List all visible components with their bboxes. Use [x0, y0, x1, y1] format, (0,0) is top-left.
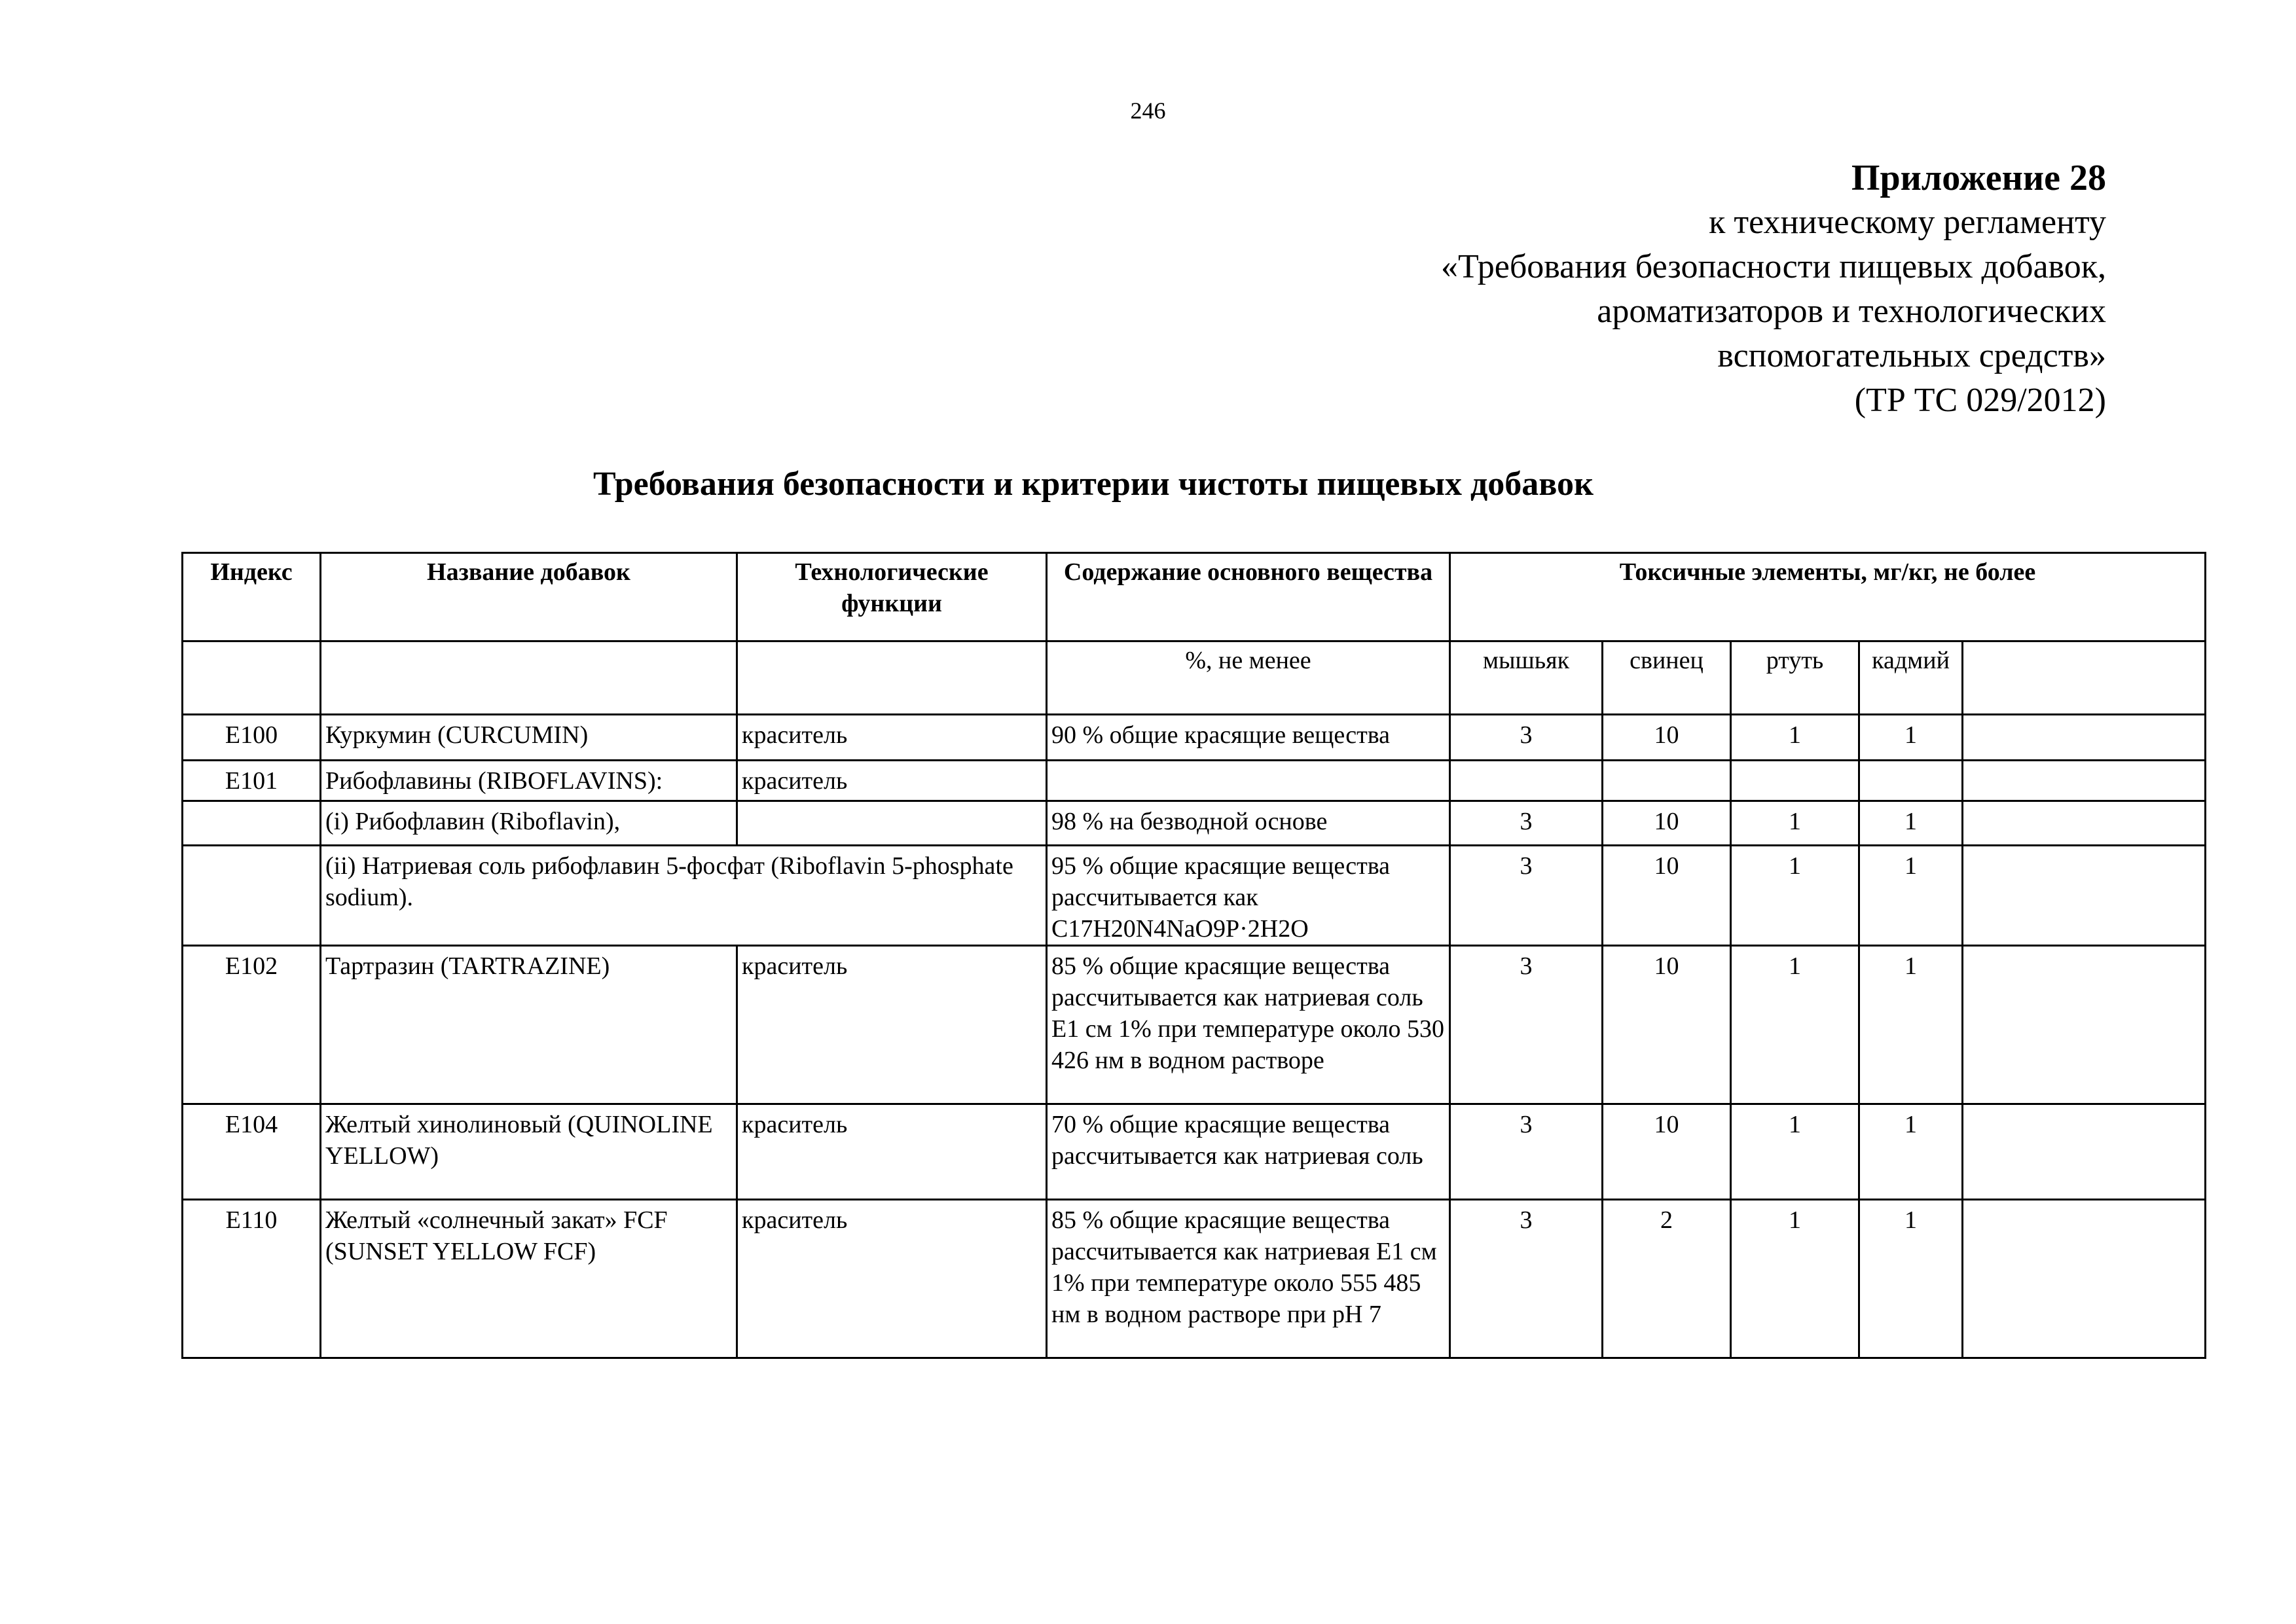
cell-content: 95 % общие красящие вещества рассчитывается как C17H20N4NaO9P·2H2O	[1047, 846, 1450, 946]
cell-index: E110	[183, 1200, 321, 1358]
subheader-arsenic: мышьяк	[1450, 641, 1603, 715]
cell-extra	[1963, 1104, 2206, 1200]
cell-lead	[1603, 761, 1731, 801]
cell-function: краситель	[737, 761, 1047, 801]
table-header-row	[183, 553, 2206, 641]
cell-index: E100	[183, 715, 321, 761]
cell-name: Тартразин (TARTRAZINE)	[321, 946, 737, 1104]
cell-index: E104	[183, 1104, 321, 1200]
cell-content: 70 % общие красящие вещества рассчитывается как натриевая соль	[1047, 1104, 1450, 1200]
cell-lead: 10	[1603, 1104, 1731, 1200]
cell-mercury: 1	[1731, 846, 1859, 946]
table-row	[183, 946, 2206, 1104]
cell-name: Желтый хинолиновый (QUINOLINE YELLOW)	[321, 1104, 737, 1200]
header-functions: Технологические функции	[737, 553, 1047, 641]
subheader-empty	[737, 641, 1047, 715]
cell-content: 98 % на безводной основе	[1047, 801, 1450, 846]
cell-extra	[1963, 1200, 2206, 1358]
header-index: Индекс	[183, 553, 321, 641]
annex-line: «Требования безопасности пищевых добавок,	[1440, 248, 2106, 285]
cell-lead: 10	[1603, 946, 1731, 1104]
table-row	[183, 761, 2206, 801]
cell-name: Желтый «солнечный закат» FCF (SUNSET YELLOW FCF)	[321, 1200, 737, 1358]
table-row	[183, 715, 2206, 761]
cell-content: 85 % общие красящие вещества рассчитывается как натриевая соль E1 см 1% при температуре около 530 426 нм в водном растворе	[1047, 946, 1450, 1104]
cell-index: E102	[183, 946, 321, 1104]
cell-cadmium: 1	[1859, 846, 1963, 946]
cell-arsenic: 3	[1450, 1200, 1603, 1358]
header-content: Содержание основного вещества	[1047, 553, 1450, 641]
cell-mercury: 1	[1731, 1104, 1859, 1200]
cell-content: 85 % общие красящие вещества рассчитывается как натриевая E1 см 1% при температуре около 555 485 нм в водном растворе при pH 7	[1047, 1200, 1450, 1358]
annex-line: к техническому регламенту	[1709, 204, 2106, 241]
cell-cadmium: 1	[1859, 801, 1963, 846]
cell-cadmium: 1	[1859, 715, 1963, 761]
subheader-cadmium: кадмий	[1859, 641, 1963, 715]
table-row	[183, 846, 2206, 946]
cell-function	[737, 801, 1047, 846]
subheader-mercury: ртуть	[1731, 641, 1859, 715]
cell-mercury: 1	[1731, 1200, 1859, 1358]
annex-line: ароматизаторов и технологических	[1597, 293, 2106, 330]
annex-header	[1441, 156, 2106, 423]
subheader-empty	[183, 641, 321, 715]
cell-cadmium: 1	[1859, 946, 1963, 1104]
cell-name: Куркумин (CURCUMIN)	[321, 715, 737, 761]
cell-extra	[1963, 761, 2206, 801]
table-subheader-row	[183, 641, 2206, 715]
cell-arsenic: 3	[1450, 715, 1603, 761]
cell-cadmium	[1859, 761, 1963, 801]
cell-function: краситель	[737, 1200, 1047, 1358]
cell-function: краситель	[737, 1104, 1047, 1200]
page-number: 246	[1130, 98, 1166, 124]
cell-extra	[1963, 846, 2206, 946]
cell-function: краситель	[737, 715, 1047, 761]
cell-mercury: 1	[1731, 946, 1859, 1104]
table-row	[183, 801, 2206, 846]
cell-lead: 2	[1603, 1200, 1731, 1358]
cell-content: 90 % общие красящие вещества	[1047, 715, 1450, 761]
cell-index: E101	[183, 761, 321, 801]
cell-name: (i) Рибофлавин (Riboflavin),	[321, 801, 737, 846]
cell-name: Рибофлавины (RIBOFLAVINS):	[321, 761, 737, 801]
annex-title: Приложение 28	[1851, 158, 2106, 198]
subheader-lead: свинец	[1603, 641, 1731, 715]
cell-extra	[1963, 946, 2206, 1104]
table-row	[183, 1104, 2206, 1200]
cell-mercury: 1	[1731, 801, 1859, 846]
annex-line: вспомогательных средств»	[1717, 337, 2106, 374]
cell-cadmium: 1	[1859, 1200, 1963, 1358]
subheader-empty	[321, 641, 737, 715]
cell-cadmium: 1	[1859, 1104, 1963, 1200]
additives-table	[181, 552, 2206, 1359]
header-name: Название добавок	[321, 553, 737, 641]
cell-name: (ii) Натриевая соль рибофлавин 5-фосфат (Riboflavin 5-phosphate sodium).	[321, 846, 1047, 946]
cell-extra	[1963, 801, 2206, 846]
document-title: Требования безопасности и критерии чистоты пищевых добавок	[593, 465, 1594, 503]
cell-lead: 10	[1603, 846, 1731, 946]
subheader-extra	[1963, 641, 2206, 715]
cell-mercury: 1	[1731, 715, 1859, 761]
annex-line: (ТР ТС 029/2012)	[1854, 382, 2106, 419]
cell-lead: 10	[1603, 801, 1731, 846]
cell-lead: 10	[1603, 715, 1731, 761]
header-toxic-elements: Токсичные элементы, мг/кг, не более	[1450, 553, 2206, 641]
cell-arsenic: 3	[1450, 846, 1603, 946]
cell-extra	[1963, 715, 2206, 761]
cell-index	[183, 846, 321, 946]
cell-arsenic: 3	[1450, 801, 1603, 846]
cell-arsenic: 3	[1450, 1104, 1603, 1200]
cell-arsenic	[1450, 761, 1603, 801]
cell-content	[1047, 761, 1450, 801]
cell-function: краситель	[737, 946, 1047, 1104]
table-row	[183, 1200, 2206, 1358]
cell-arsenic: 3	[1450, 946, 1603, 1104]
cell-index	[183, 801, 321, 846]
cell-mercury	[1731, 761, 1859, 801]
subheader-content-percent: %, не менее	[1047, 641, 1450, 715]
